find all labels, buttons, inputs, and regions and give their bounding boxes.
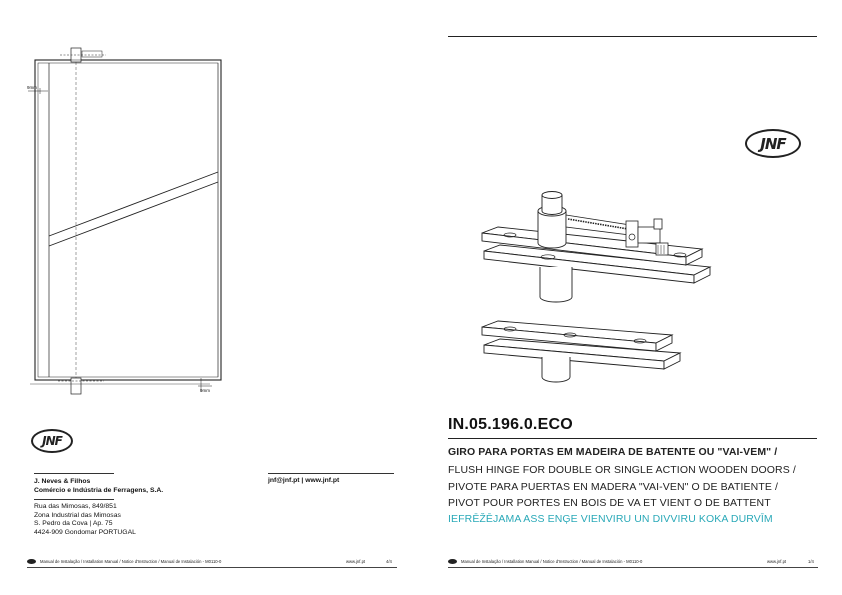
door-inner-outline [38, 63, 218, 377]
diagonal-divider-upper [49, 172, 218, 236]
description-fr: PIVOT POUR PORTES EN BOIS DE VA ET VIENT O DE BATTENT [448, 497, 771, 509]
address-line-4: 4424-909 Gondomar PORTUGAL [34, 528, 136, 536]
company-block [34, 477, 163, 495]
footer-logo-icon [27, 559, 36, 564]
product-code-rule [448, 438, 817, 439]
company-name: J. Neves & Filhos [34, 478, 91, 485]
diagonal-divider-lower [49, 182, 218, 246]
company-tagline: Comércio e Indústria de Ferragens, S.A. [34, 487, 164, 494]
company-rule [34, 473, 114, 474]
pivot-hinge-illustration [470, 185, 720, 390]
description-en: FLUSH HINGE FOR DOUBLE OR SINGLE ACTION WOODEN DOORS / [448, 464, 796, 476]
address-rule [34, 499, 114, 500]
right-footer-page: 1/4 [808, 559, 814, 564]
description-lv: IEFRĒŽĒJAMA ASS ENĢE VIENVIRU UN DIVVIRU KOKA DURVĪM [448, 513, 773, 525]
left-footer-site[interactable]: www.jnf.pt [346, 559, 366, 564]
left-footer [27, 559, 221, 564]
address-block [34, 503, 136, 537]
address-line-2: Zona Industrial das Mimosas [34, 511, 121, 519]
description-pt: GIRO PARA PORTAS EM MADEIRA DE BATENTE OU "VAI-VEM" / [448, 446, 778, 458]
right-footer-rule [448, 567, 818, 568]
bottom-dimension-label: 9mm [200, 388, 210, 393]
right-footer [448, 559, 642, 564]
door-outline [35, 60, 221, 380]
product-code: IN.05.196.0.ECO [448, 416, 573, 433]
address-line-3: S. Pedro da Cova | Ap. 75 [34, 520, 113, 528]
top-dimension-label: 9mm [27, 85, 37, 90]
description-es: PIVOTE PARA PUERTAS EN MADERA "VAI-VEN" O DE BATIENTE / [448, 481, 778, 493]
door-installation-drawing [0, 0, 421, 420]
right-footer-site[interactable]: www.jnf.pt [767, 559, 787, 564]
top-rule [448, 36, 817, 37]
left-footer-text: Manual de Instalação / Installation Manual / Notice d'Instruction / Manual de Instalación - M0110-0 [40, 559, 222, 564]
jnf-logo-left: JNF [31, 429, 73, 453]
left-footer-rule [27, 567, 397, 568]
jnf-logo-right: JNF [745, 129, 801, 158]
footer-logo-icon [448, 559, 457, 564]
right-footer-text: Manual de Instalação / Installation Manual / Notice d'Instruction / Manual de Instalación - M0110-0 [461, 559, 643, 564]
left-footer-page: 4/4 [386, 559, 392, 564]
address-line-1: Rua das Mimosas, 849/851 [34, 503, 117, 510]
contact-link[interactable]: jnf@jnf.pt | www.jnf.pt [268, 477, 340, 484]
contact-rule [268, 473, 394, 474]
